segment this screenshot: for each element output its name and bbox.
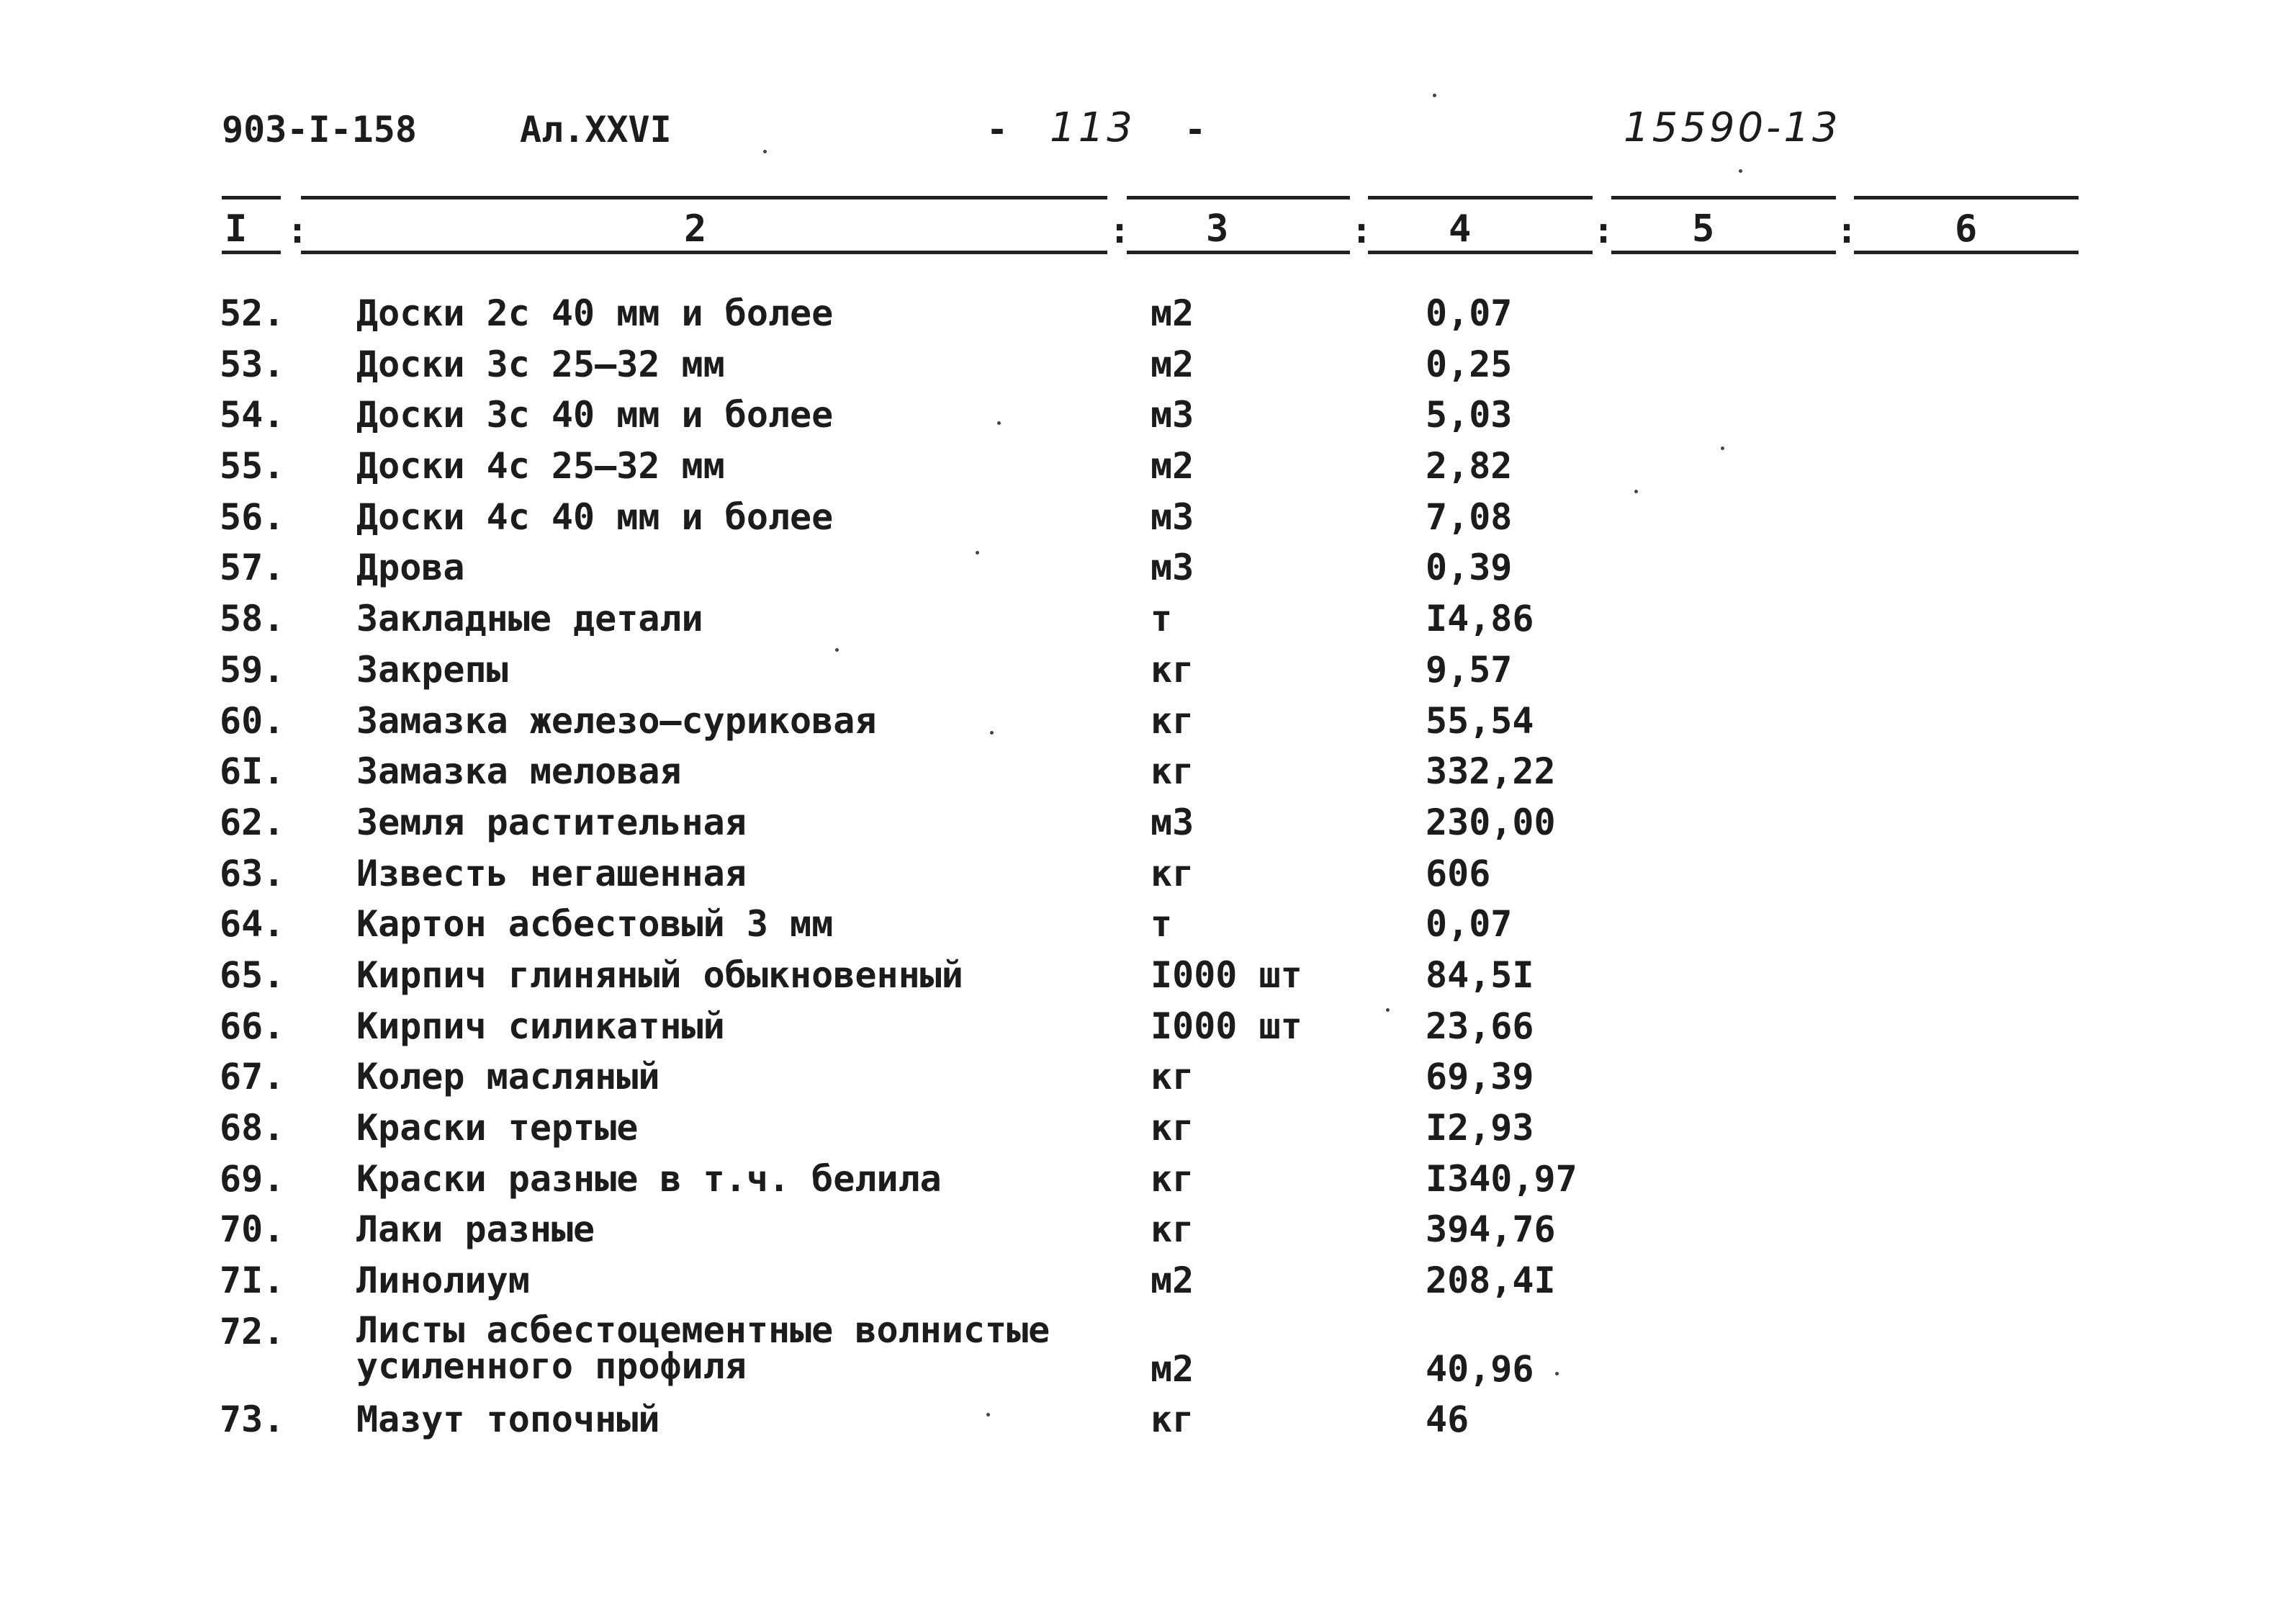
row-index: 52. bbox=[220, 292, 285, 334]
col-header-2: 2 bbox=[684, 207, 707, 251]
row-index: 72. bbox=[220, 1310, 285, 1352]
top-rule-col1 bbox=[222, 196, 281, 199]
table-row bbox=[0, 1154, 2296, 1205]
table-row bbox=[0, 696, 2296, 747]
header-underline-col2 bbox=[301, 251, 1107, 254]
unit: м3 bbox=[1151, 394, 1194, 436]
quantity: 0,39 bbox=[1426, 547, 1513, 589]
scan-speck bbox=[1721, 446, 1724, 450]
scan-speck bbox=[835, 648, 839, 652]
material-name: Доски 4с 40 мм и более bbox=[356, 495, 834, 538]
row-index: 57. bbox=[220, 547, 285, 589]
unit: м3 bbox=[1151, 801, 1194, 843]
material-name-continued: усиленного профиля bbox=[356, 1345, 747, 1387]
quantity: 69,39 bbox=[1426, 1056, 1534, 1098]
scan-speck bbox=[1634, 490, 1638, 493]
unit: кг bbox=[1151, 648, 1194, 691]
quantity: 0,07 bbox=[1426, 903, 1513, 946]
material-name: Закрепы bbox=[356, 648, 508, 691]
quantity: 332,22 bbox=[1426, 750, 1556, 793]
table-row bbox=[0, 797, 2296, 848]
material-name: Замазка меловая bbox=[356, 750, 682, 793]
page-number: 113 bbox=[1050, 104, 1135, 151]
table-row bbox=[0, 288, 2296, 339]
table-row bbox=[0, 542, 2296, 593]
material-name: Линолиум bbox=[356, 1260, 530, 1302]
material-name: Земля растительная bbox=[356, 801, 747, 843]
unit: м2 bbox=[1151, 292, 1194, 334]
quantity: 9,57 bbox=[1426, 648, 1513, 691]
col-separator-2: : bbox=[1109, 210, 1131, 251]
table-row bbox=[0, 899, 2296, 950]
material-name: Известь негашенная bbox=[356, 852, 747, 894]
material-name: Колер масляный bbox=[356, 1056, 660, 1098]
unit: м3 bbox=[1151, 495, 1194, 538]
col-separator-1: : bbox=[287, 210, 309, 251]
quantity: 208,4I bbox=[1426, 1260, 1556, 1302]
header-underline-col1 bbox=[222, 251, 281, 254]
album-label: Ал.XXVI bbox=[520, 109, 672, 151]
top-rule-col3 bbox=[1127, 196, 1350, 199]
row-index: 60. bbox=[220, 699, 285, 742]
quantity: 40,96 bbox=[1426, 1347, 1534, 1390]
col-separator-3: : bbox=[1351, 210, 1373, 251]
unit: кг bbox=[1151, 1208, 1194, 1251]
unit: т bbox=[1151, 598, 1173, 640]
row-index: 53. bbox=[220, 343, 285, 385]
col-header-4: 4 bbox=[1449, 207, 1472, 251]
unit: м2 bbox=[1151, 343, 1194, 385]
material-name: Закладные детали bbox=[356, 598, 703, 640]
table-row bbox=[0, 848, 2296, 899]
unit: м2 bbox=[1151, 1347, 1194, 1390]
table-row bbox=[0, 1306, 2296, 1394]
row-index: 73. bbox=[220, 1398, 285, 1440]
scan-speck bbox=[997, 421, 1001, 425]
header-underline-col6 bbox=[1854, 251, 2079, 254]
row-index: 69. bbox=[220, 1157, 285, 1200]
table-row bbox=[0, 1001, 2296, 1052]
material-name: Дрова bbox=[356, 547, 465, 589]
col-header-5: 5 bbox=[1692, 207, 1715, 251]
material-name: Краски тертые bbox=[356, 1107, 639, 1149]
material-name: Доски 3с 40 мм и более bbox=[356, 394, 834, 436]
unit: кг bbox=[1151, 699, 1194, 742]
quantity: 230,00 bbox=[1426, 801, 1556, 843]
quantity: 46 bbox=[1426, 1398, 1469, 1440]
material-name: Краски разные в т.ч. белила bbox=[356, 1157, 942, 1200]
top-rule-col5 bbox=[1611, 196, 1836, 199]
unit: м2 bbox=[1151, 445, 1194, 488]
quantity: I340,97 bbox=[1426, 1157, 1577, 1200]
material-name: Лаки разные bbox=[356, 1208, 595, 1251]
scan-speck bbox=[1555, 1372, 1559, 1375]
table-row bbox=[0, 1103, 2296, 1154]
row-index: 68. bbox=[220, 1107, 285, 1149]
archive-number: 15590-13 bbox=[1624, 104, 1841, 151]
table-row bbox=[0, 645, 2296, 696]
row-index: 58. bbox=[220, 598, 285, 640]
row-index: 64. bbox=[220, 903, 285, 946]
row-index: 66. bbox=[220, 1005, 285, 1047]
quantity: 5,03 bbox=[1426, 394, 1513, 436]
col-separator-5: : bbox=[1836, 210, 1858, 251]
row-index: 54. bbox=[220, 394, 285, 436]
doc-code: 903-I-158 bbox=[222, 109, 417, 151]
col-header-3: 3 bbox=[1206, 207, 1229, 251]
scan-speck bbox=[976, 551, 979, 555]
unit: кг bbox=[1151, 1056, 1194, 1098]
row-index: 7I. bbox=[220, 1260, 285, 1302]
material-name-multiline bbox=[356, 1308, 1050, 1387]
scan-speck bbox=[1739, 169, 1742, 173]
column-header-row bbox=[0, 203, 2296, 255]
row-index: 67. bbox=[220, 1056, 285, 1098]
unit: м2 bbox=[1151, 1260, 1194, 1302]
table-row bbox=[0, 1204, 2296, 1255]
quantity: 55,54 bbox=[1426, 699, 1534, 742]
top-rule-col6 bbox=[1854, 196, 2079, 199]
page-dash-right: - bbox=[1184, 109, 1207, 151]
scan-speck bbox=[763, 150, 767, 153]
quantity: 394,76 bbox=[1426, 1208, 1556, 1251]
unit: т bbox=[1151, 903, 1173, 946]
unit: кг bbox=[1151, 1157, 1194, 1200]
scan-speck bbox=[1386, 1008, 1390, 1012]
material-name: Мазут топочный bbox=[356, 1398, 660, 1440]
material-name: Кирпич глиняный обыкновенный bbox=[356, 953, 963, 996]
table-row bbox=[0, 746, 2296, 797]
row-index: 65. bbox=[220, 953, 285, 996]
table-row bbox=[0, 441, 2296, 492]
quantity: 0,25 bbox=[1426, 343, 1513, 385]
quantity: 23,66 bbox=[1426, 1005, 1534, 1047]
material-name: Кирпич силикатный bbox=[356, 1005, 725, 1047]
table-row bbox=[0, 390, 2296, 441]
page-dash-left: - bbox=[986, 109, 1009, 151]
row-index: 59. bbox=[220, 648, 285, 691]
table-row bbox=[0, 593, 2296, 645]
quantity: 84,5I bbox=[1426, 953, 1534, 996]
material-name: Доски 3с 25–32 мм bbox=[356, 343, 725, 385]
row-index: 6I. bbox=[220, 750, 285, 793]
unit: кг bbox=[1151, 1398, 1194, 1440]
col-header-1: I bbox=[225, 207, 248, 251]
top-rule-col4 bbox=[1368, 196, 1593, 199]
quantity: 0,07 bbox=[1426, 292, 1513, 334]
col-separator-4: : bbox=[1593, 210, 1615, 251]
scan-speck bbox=[1433, 94, 1436, 97]
header-underline-col4 bbox=[1368, 251, 1593, 254]
material-name: Листы асбестоцементные волнистые bbox=[356, 1308, 1050, 1351]
header-underline-col5 bbox=[1611, 251, 1836, 254]
table-row bbox=[0, 492, 2296, 543]
materials-table bbox=[0, 288, 2296, 1445]
material-name: Замазка железо–суриковая bbox=[356, 699, 877, 742]
unit: кг bbox=[1151, 1107, 1194, 1149]
row-index: 55. bbox=[220, 445, 285, 488]
quantity: I4,86 bbox=[1426, 598, 1534, 640]
unit: кг bbox=[1151, 852, 1194, 894]
col-header-6: 6 bbox=[1955, 207, 1978, 251]
unit: кг bbox=[1151, 750, 1194, 793]
scan-speck bbox=[986, 1413, 990, 1417]
table-row bbox=[0, 950, 2296, 1001]
quantity: 2,82 bbox=[1426, 445, 1513, 488]
row-index: 62. bbox=[220, 801, 285, 843]
table-row bbox=[0, 1394, 2296, 1445]
quantity: I2,93 bbox=[1426, 1107, 1534, 1149]
table-row bbox=[0, 339, 2296, 390]
row-index: 70. bbox=[220, 1208, 285, 1251]
unit: I000 шт bbox=[1151, 1005, 1302, 1047]
material-name: Доски 4с 25–32 мм bbox=[356, 445, 725, 488]
table-row bbox=[0, 1255, 2296, 1306]
top-rule-col2 bbox=[301, 196, 1107, 199]
quantity: 606 bbox=[1426, 852, 1491, 894]
quantity: 7,08 bbox=[1426, 495, 1513, 538]
scan-speck bbox=[990, 731, 994, 735]
material-name: Доски 2с 40 мм и более bbox=[356, 292, 834, 334]
header-underline-col3 bbox=[1127, 251, 1350, 254]
row-index: 63. bbox=[220, 852, 285, 894]
table-row bbox=[0, 1051, 2296, 1103]
unit: м3 bbox=[1151, 547, 1194, 589]
unit: I000 шт bbox=[1151, 953, 1302, 996]
row-index: 56. bbox=[220, 495, 285, 538]
material-name: Картон асбестовый 3 мм bbox=[356, 903, 834, 946]
